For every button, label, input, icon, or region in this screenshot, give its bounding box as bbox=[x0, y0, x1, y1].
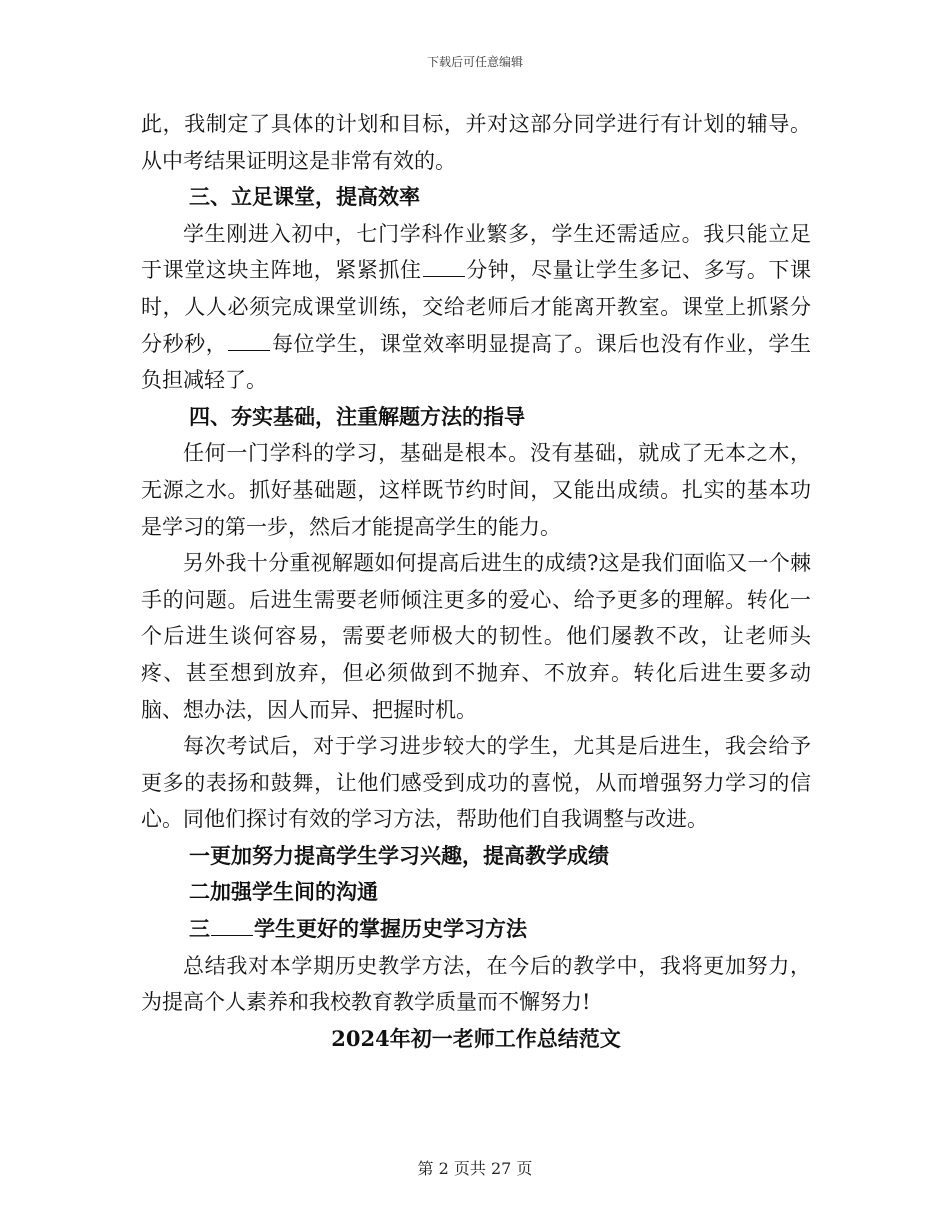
list-item-text: 学生更好的掌握历史学习方法 bbox=[254, 916, 527, 942]
list-item-1: 一更加努力提高学生学习兴趣，提高教学成绩 bbox=[189, 842, 609, 868]
page-header: 下载后可任意编辑 bbox=[426, 55, 523, 69]
list-item-2: 二加强学生间的沟通 bbox=[189, 879, 378, 905]
paragraph-continuation: 此，我制定了具体的计划和目标，并对这部分同学进行有计划的辅导。从中考结果证明这是非常有效的。 bbox=[141, 112, 811, 173]
document-title: 2024年初一老师工作总结范文 bbox=[331, 1025, 621, 1051]
paragraph-classroom bbox=[141, 216, 811, 399]
list-item-text: 三 bbox=[189, 916, 210, 942]
paragraph-foundation: 任何一门学科的学习，基础是根本。没有基础，就成了无本之木，无源之水。抓好基础题，这样既节约时间，又能出成绩。扎实的基本功是学习的第一步，然后才能提高学生的能力。 bbox=[141, 441, 811, 539]
paragraph-summary: 总结我对本学期历史教学方法，在今后的教学中，我将更加努力，为提高个人素养和我校教育教学质量而不懈努力! bbox=[141, 953, 811, 1015]
paragraph-encouragement: 每次考试后，对于学习进步较大的学生，尤其是后进生，我会给予更多的表扬和鼓舞，让他们感受到成功的喜悦，从而增强努力学习的信心。同他们探讨有效的学习方法，帮助他们自我调整与改进。 bbox=[141, 734, 811, 832]
page-footer: 第 2 页共 27 页 bbox=[417, 1159, 533, 1178]
fill-blank bbox=[423, 258, 465, 277]
list-item-3 bbox=[141, 911, 811, 948]
fill-blank bbox=[228, 332, 270, 351]
section-heading-3: 三、立足课堂，提高效率 bbox=[189, 184, 420, 210]
fill-blank bbox=[211, 917, 253, 936]
paragraph-text: 分钟，尽量让学生多记、多写。下课时，人人必须完成课堂训练，交给老师后才能离开教室。课堂上抓紧分分秒秒， bbox=[141, 258, 812, 356]
document-body bbox=[141, 106, 811, 1057]
paragraph-underachievers: 另外我十分重视解题如何提高后进生的成绩?这是我们面临又一个棘手的问题。后进生需要老师倾注更多的爱心、给予更多的理解。转化一个后进生谈何容易，需要老师极大的韧性。他们屡教不改，让老师头疼、甚至想到放弃，但必须做到不抛弃、不放弃。转化后进生要多动脑、想办法，因人而异、把握时机。 bbox=[141, 551, 811, 722]
paragraph-text: 每位学生，课堂效率明显提高了。课后也没有作业，学生负担减轻了。 bbox=[141, 331, 812, 393]
section-heading-4: 四、夯实基础，注重解题方法的指导 bbox=[189, 403, 525, 429]
paragraph-text: 学生刚进入初中，七门学科作业繁多，学生还需适应。我只能立足于课堂这块主阵地，紧紧抓住 bbox=[141, 221, 811, 283]
